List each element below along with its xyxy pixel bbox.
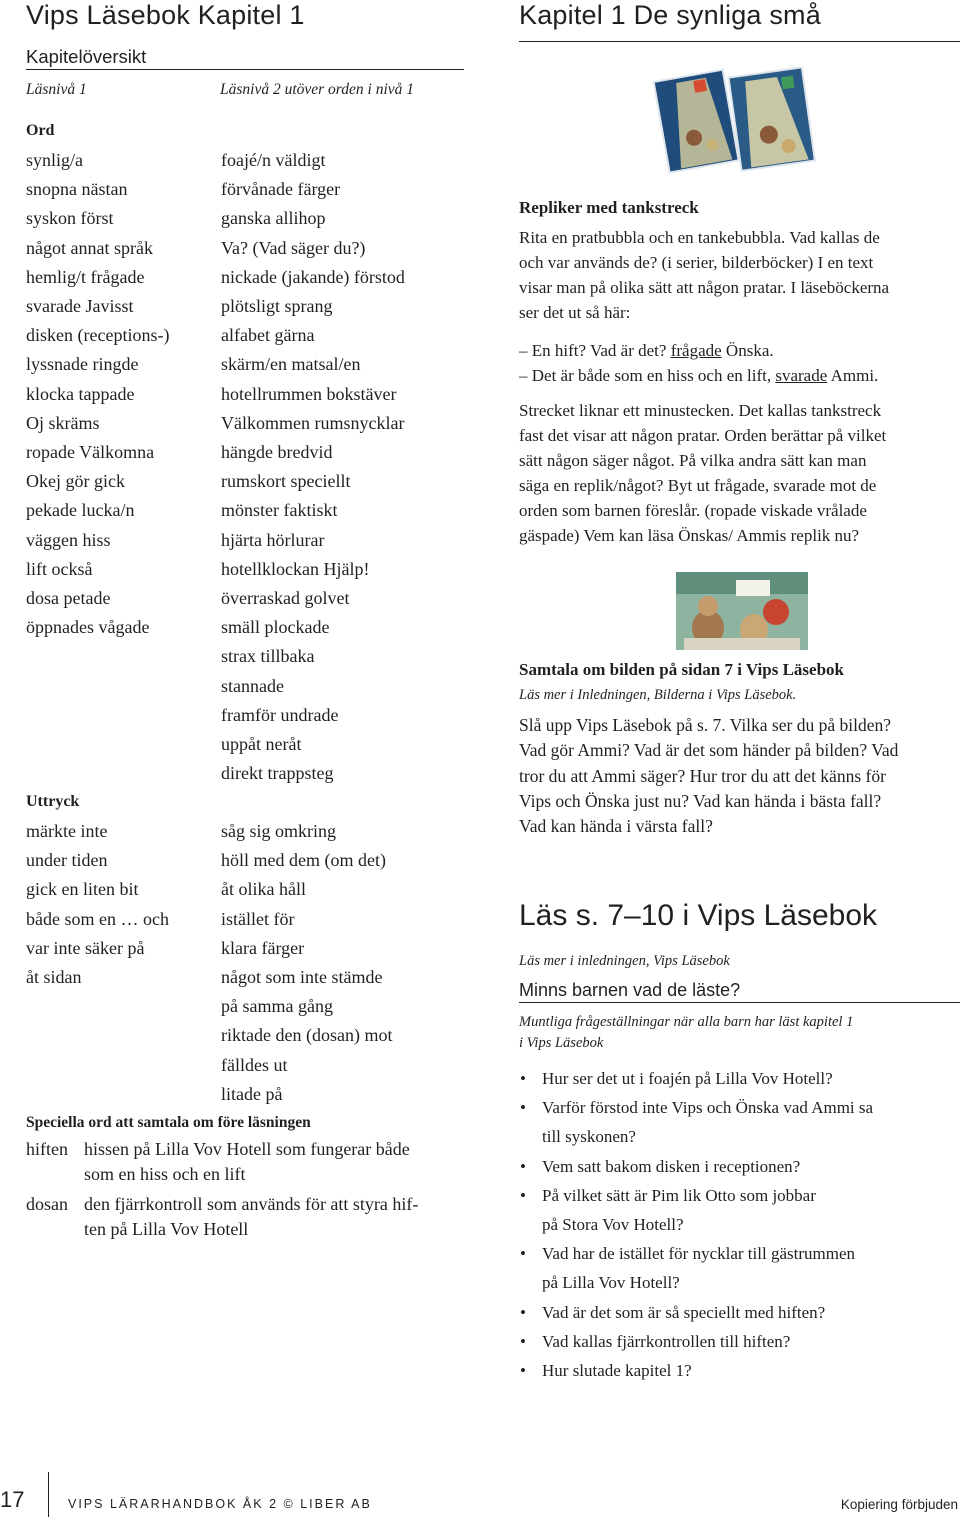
word-row-right: hängde bredvid xyxy=(221,442,333,462)
paragraph-line: sätt någon säger något. På vilka andra sätt kan man xyxy=(519,451,867,470)
word-row-right: alfabet gärna xyxy=(221,325,315,346)
expression-row-left: var inte säker på xyxy=(26,937,145,958)
word-row-right: strax tillbaka xyxy=(221,646,315,667)
bullet-icon: • xyxy=(520,1244,526,1264)
word-row-left: snopna nästan xyxy=(26,179,128,200)
expression-row-left: märkte inte xyxy=(26,821,108,841)
dialog-line-1: – En hift? Vad är det? frågade Önska. xyxy=(519,341,774,360)
word-row-right: hjärta hörlurar xyxy=(221,529,325,550)
word-row-right: överraskad golvet xyxy=(221,588,350,608)
bullet-icon: • xyxy=(520,1361,526,1380)
expression-row-right: riktade den (dosan) mot xyxy=(221,1025,393,1046)
expression-row-right: höll med dem (om det) xyxy=(221,850,386,871)
question-item: på Stora Vov Hotell? xyxy=(542,1215,684,1234)
word-row-right: plötsligt sprang xyxy=(221,296,333,316)
paragraph-line: gäspade) Vem kan läsa Önskas/ Ammis replik nu? xyxy=(519,526,860,545)
expression-row-right: klara färger xyxy=(221,937,305,958)
word-row-left: Okej gör gick xyxy=(26,471,125,492)
samtala-subheading: Läs mer i Inledningen, Bilderna i Vips Läsebok. xyxy=(519,687,797,703)
word-row-right: Välkommen rumsnycklar xyxy=(221,412,405,433)
question-item: Vem satt bakom disken i receptionen? • xyxy=(520,1156,801,1176)
bullet-icon: • xyxy=(520,1302,526,1322)
word-row-right: Va? (Vad säger du?) xyxy=(221,237,366,258)
overview-rule xyxy=(26,69,464,70)
question-item: på Lilla Vov Hotell? xyxy=(542,1273,680,1293)
page-number: 17 xyxy=(0,1487,25,1512)
word-row-right: ganska allihop xyxy=(221,208,326,229)
expression-row-left: gick en liten bit xyxy=(26,879,139,900)
special-definition-line: ten på Lilla Vov Hotell xyxy=(84,1219,249,1239)
word-row-left: pekade lucka/n xyxy=(26,500,135,521)
word-row-right: skärm/en matsal/en xyxy=(221,354,361,375)
special-definition-line: som en hiss och en lift xyxy=(84,1164,246,1184)
special-definition-line: hissen på Lilla Vov Hotell som fungerar både xyxy=(84,1139,410,1159)
word-row-left: syskon först xyxy=(26,208,114,229)
special-definition-line: den fjärrkontroll som används för att styra hif- xyxy=(84,1194,419,1214)
paragraph-line: Rita en pratbubbla och en tankebubbla. Vad kallas de xyxy=(519,228,880,247)
dialog-line-2: – Det är både som en hiss och en lift, svarade Ammi. xyxy=(519,366,879,385)
paragraph-line: Strecket liknar ett minustecken. Det kallas tankstreck xyxy=(519,401,882,420)
page-title: Vips Läsebok Kapitel 1 xyxy=(26,0,305,30)
question-item: Vad har de istället för nycklar till gästrummen • xyxy=(520,1244,855,1264)
word-row-right: nickade (jakande) förstod xyxy=(221,266,405,287)
copy-notice: Kopiering förbjuden xyxy=(840,1497,958,1512)
question-item: Hur ser det ut i foajén på Lilla Vov Hotell? • xyxy=(520,1069,833,1088)
chapter-title: Kapitel 1 De synliga små xyxy=(519,0,821,30)
expression-row-left: under tiden xyxy=(26,850,108,871)
bullet-icon: • xyxy=(520,1185,526,1205)
word-row-left: lift också xyxy=(26,558,93,579)
minns-subheading-line-2: i Vips Läsebok xyxy=(519,1035,604,1051)
paragraph-line: orden som barnen föreslår. (ropade viskade vrålade xyxy=(519,501,867,520)
minns-subheading-line-1: Muntliga frågeställningar när alla barn har läst kapitel 1 xyxy=(519,1014,854,1030)
word-row-left: ropade Välkomna xyxy=(26,442,155,462)
question-item: På vilket sätt är Pim lik Otto som jobbar • xyxy=(520,1185,816,1205)
read-pages-heading: Läs s. 7–10 i Vips Läsebok xyxy=(519,899,878,932)
bullet-icon: • xyxy=(520,1098,526,1118)
word-row-right: uppåt neråt xyxy=(221,734,302,754)
expressions-heading: Uttryck xyxy=(26,793,80,810)
word-row-left: hemlig/t frågade xyxy=(26,266,145,287)
paragraph-line: Vips och Önska just nu? Vad kan hända i bästa fall? xyxy=(519,790,882,811)
expression-row-right: såg sig omkring xyxy=(221,821,336,841)
word-row-left: dosa petade xyxy=(26,588,111,608)
word-row-right: framför undrade xyxy=(221,704,339,725)
paragraph-line: tror du att Ammi säger? Hur tror du att det känns för xyxy=(519,765,886,786)
word-row-right: direkt trappsteg xyxy=(221,763,334,784)
word-row-right: förvånade färger xyxy=(221,179,341,200)
paragraph-line: visar man på olika sätt att någon pratar. I läseböckerna xyxy=(519,278,890,297)
question-item: Hur slutade kapitel 1? • xyxy=(520,1361,692,1380)
special-term: dosan xyxy=(26,1194,68,1214)
paragraph-line: ser det ut så här: xyxy=(519,303,631,322)
book-covers-illustration xyxy=(652,54,832,179)
word-row-right: stannade xyxy=(221,675,284,696)
word-row-left: synlig/a xyxy=(26,150,83,170)
word-row-right: mönster faktiskt xyxy=(221,500,338,521)
level-1-label: Läsnivå 1 xyxy=(26,81,87,98)
level-2-label: Läsnivå 2 utöver orden i nivå 1 xyxy=(220,81,415,98)
repliker-heading: Repliker med tankstreck xyxy=(519,198,699,217)
copyright-icon: © xyxy=(283,1497,295,1511)
question-item: Vad är det som är så speciellt med hiften? • xyxy=(520,1302,826,1322)
special-term: hiften xyxy=(26,1139,68,1159)
bullet-icon: • xyxy=(520,1069,526,1088)
word-row-right: rumskort speciellt xyxy=(221,471,351,492)
word-row-right: hotellrummen bokstäver xyxy=(221,383,397,404)
question-item: Vad kallas fjärrkontrollen till hiften? • xyxy=(520,1331,791,1351)
expression-row-left: både som en … och xyxy=(26,908,169,929)
question-item: till syskonen? xyxy=(542,1127,636,1147)
word-row-right: smäll plockade xyxy=(221,617,330,638)
read-pages-subheading: Läs mer i inledningen, Vips Läsebok xyxy=(519,953,730,969)
words-heading: Ord xyxy=(26,122,55,139)
bullet-icon: • xyxy=(520,1156,526,1176)
footer-book-title: VIPS LÄRARHANDBOK ÅK 2 © LIBER AB xyxy=(68,1497,372,1511)
paragraph-line: Vad gör Ammi? Vad är det som händer på bilden? Vad xyxy=(519,740,899,761)
word-row-left: lyssnade ringde xyxy=(26,354,139,375)
chapter-overview-heading: Kapitelöversikt xyxy=(26,46,147,67)
paragraph-line: och var används de? (i serier, bilderböcker) I en text xyxy=(519,253,874,272)
expression-row-right: åt olika håll xyxy=(221,879,306,900)
paragraph-line: fast det visar att någon pratar. Orden berättar på vilket xyxy=(519,426,887,445)
expression-row-right: något som inte stämde xyxy=(221,967,383,987)
word-row-left: väggen hiss xyxy=(26,529,111,550)
expression-row-right: istället för xyxy=(221,908,295,929)
special-words-heading: Speciella ord att samtala om före läsningen xyxy=(26,1114,311,1131)
word-row-left: något annat språk xyxy=(26,237,153,258)
word-row-right: hotellklockan Hjälp! xyxy=(221,558,370,579)
expression-row-right: på samma gång xyxy=(221,996,333,1017)
paragraph-line: Vad kan hända i värsta fall? xyxy=(519,816,713,837)
word-row-left: öppnades vågade xyxy=(26,617,150,638)
chapter-picture xyxy=(676,572,808,655)
chapter-title-rule xyxy=(519,41,960,42)
minns-rule xyxy=(519,1002,960,1003)
word-row-left: Oj skräms xyxy=(26,412,100,433)
paragraph-line: säga en replik/något? Byt ut frågade, svarade mot de xyxy=(519,476,877,495)
word-row-left: klocka tappade xyxy=(26,383,135,404)
expression-row-right: litade på xyxy=(221,1083,283,1104)
question-item: Varför förstod inte Vips och Önska vad Ammi sa • xyxy=(520,1098,874,1118)
word-row-left: disken (receptions-) xyxy=(26,325,170,346)
minns-heading: Minns barnen vad de läste? xyxy=(519,980,741,1000)
word-row-left: svarade Javisst xyxy=(26,296,134,316)
samtala-heading: Samtala om bilden på sidan 7 i Vips Läsebok xyxy=(519,660,844,679)
expression-row-left: åt sidan xyxy=(26,967,82,987)
word-row-right: foajé/n väldigt xyxy=(221,150,326,170)
expression-row-right: fälldes ut xyxy=(221,1054,288,1075)
paragraph-line: Slå upp Vips Läsebok på s. 7. Vilka ser du på bilden? xyxy=(519,715,891,735)
footer-divider xyxy=(48,1472,49,1517)
bullet-icon: • xyxy=(520,1331,526,1351)
